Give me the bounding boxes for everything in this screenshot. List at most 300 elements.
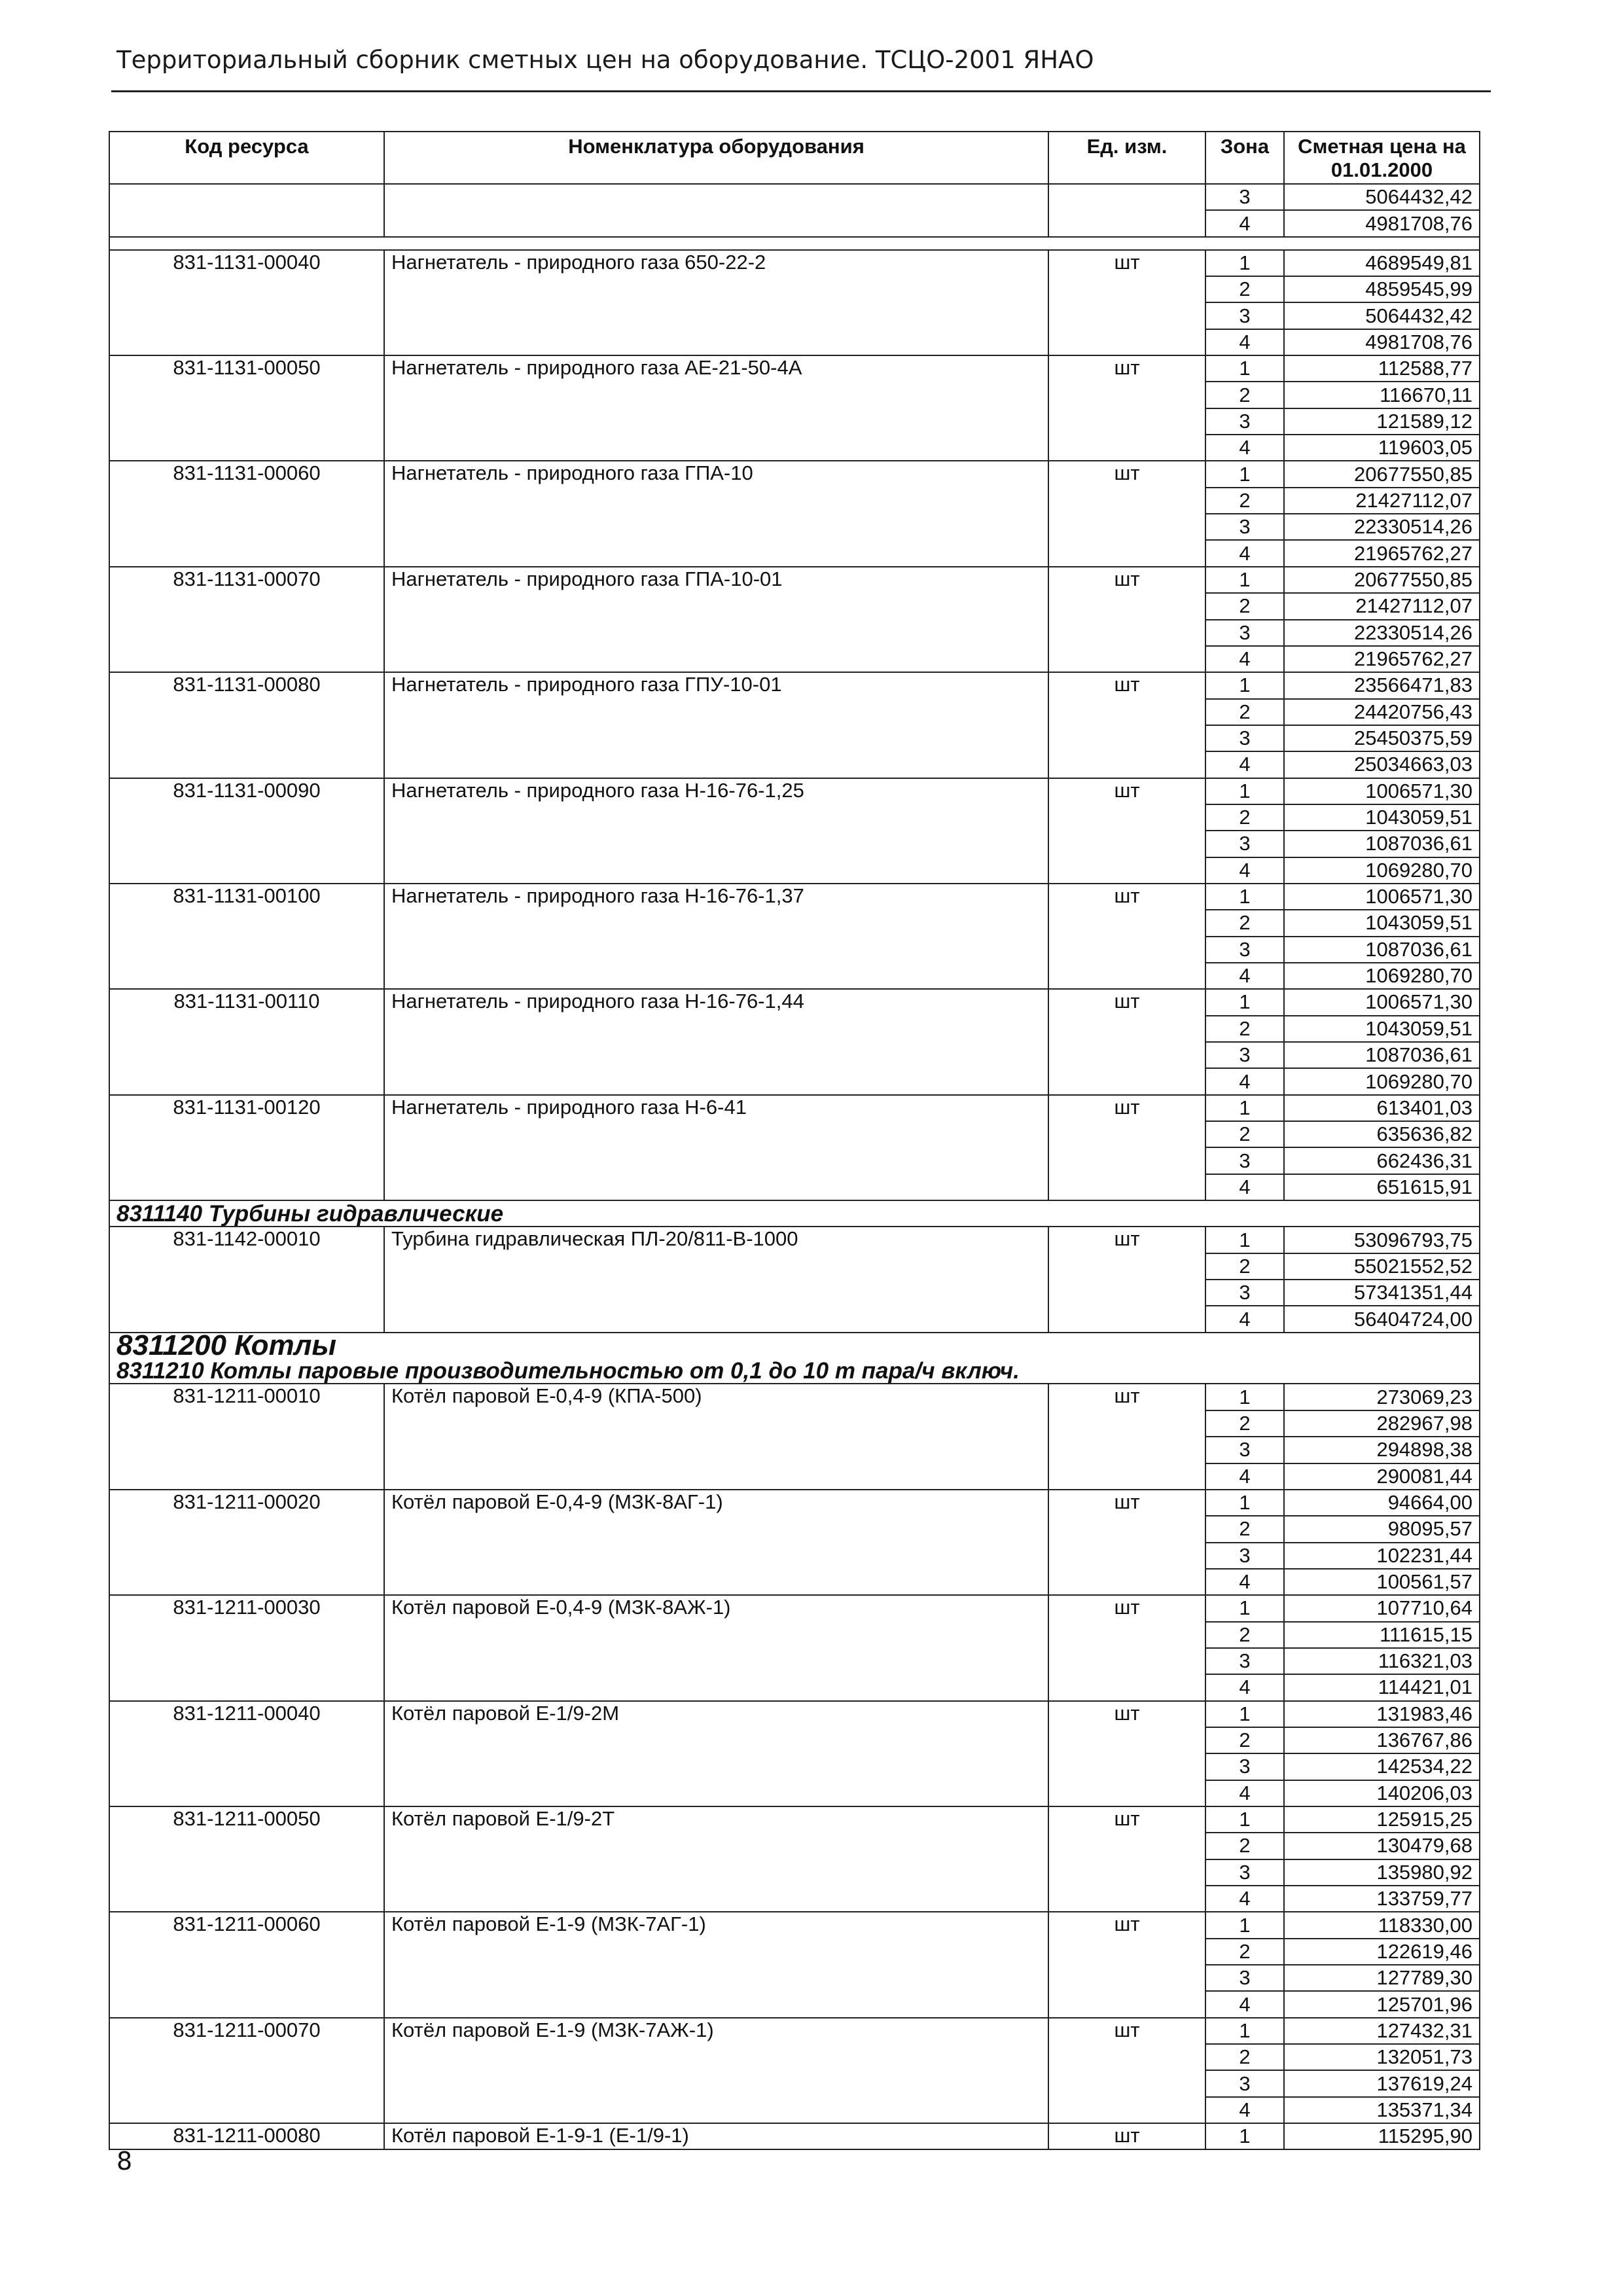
unit-cell xyxy=(1048,1121,1205,1147)
table-row xyxy=(109,488,1480,514)
table-row xyxy=(109,329,1480,355)
unit-cell xyxy=(1048,804,1205,831)
unit-cell xyxy=(1048,2044,1205,2070)
subsection-row xyxy=(109,1200,1480,1227)
unit-cell xyxy=(1048,276,1205,302)
zone-cell: 2 xyxy=(1205,276,1284,302)
resource-code-cell: 831-1131-00040 xyxy=(109,250,384,276)
zone-cell: 3 xyxy=(1205,725,1284,751)
unit-cell xyxy=(1048,646,1205,672)
price-cell: 133759,77 xyxy=(1284,1886,1480,1912)
price-cell: 21427112,07 xyxy=(1284,593,1480,619)
zone-cell: 3 xyxy=(1205,620,1284,646)
resource-code-cell xyxy=(109,184,384,210)
price-cell: 100561,57 xyxy=(1284,1569,1480,1595)
resource-code-cell xyxy=(109,963,384,989)
equipment-name-cell xyxy=(384,1753,1048,1780)
table-row xyxy=(109,1437,1480,1463)
unit-cell xyxy=(1048,210,1205,236)
item-first-row xyxy=(109,1490,1480,1516)
table-row xyxy=(109,276,1480,302)
resource-code-cell xyxy=(109,382,384,408)
price-cell: 23566471,83 xyxy=(1284,672,1480,698)
subsection-heading: 8311140 Турбины гидравлические xyxy=(109,1200,1480,1227)
zone-cell: 1 xyxy=(1205,1227,1284,1253)
zone-cell: 2 xyxy=(1205,699,1284,725)
price-cell: 140206,03 xyxy=(1284,1780,1480,1806)
unit-cell xyxy=(1048,1674,1205,1700)
price-cell: 1087036,61 xyxy=(1284,937,1480,963)
equipment-name-cell xyxy=(384,2097,1048,2123)
item-first-row xyxy=(109,355,1480,382)
zone-cell: 1 xyxy=(1205,250,1284,276)
equipment-name-cell xyxy=(384,2044,1048,2070)
resource-code-cell: 831-1131-00090 xyxy=(109,778,384,804)
unit-cell: шт xyxy=(1048,1490,1205,1516)
equipment-name-cell xyxy=(384,1727,1048,1753)
table-row xyxy=(109,1463,1480,1490)
unit-cell xyxy=(1048,1727,1205,1753)
resource-code-cell xyxy=(109,1859,384,1886)
zone-cell: 1 xyxy=(1205,1595,1284,1621)
equipment-name-cell xyxy=(384,804,1048,831)
resource-code-cell: 831-1211-00040 xyxy=(109,1701,384,1727)
zone-cell: 2 xyxy=(1205,1622,1284,1648)
resource-code-cell xyxy=(109,1016,384,1042)
equipment-name-cell: Нагнетатель - природного газа Н-6-41 xyxy=(384,1095,1048,1121)
equipment-name-cell: Нагнетатель - природного газа АЕ-21-50-4А xyxy=(384,355,1048,382)
zone-cell: 1 xyxy=(1205,461,1284,487)
page-header-title: Территориальный сборник сметных цен на оборудование. ТСЦО-2001 ЯНАО xyxy=(116,46,1094,74)
price-cell: 25450375,59 xyxy=(1284,725,1480,751)
zone-cell: 4 xyxy=(1205,1463,1284,1490)
resource-code-cell xyxy=(109,1253,384,1280)
price-cell: 1043059,51 xyxy=(1284,1016,1480,1042)
price-cell: 1069280,70 xyxy=(1284,963,1480,989)
price-cell: 1087036,61 xyxy=(1284,831,1480,857)
price-cell: 1043059,51 xyxy=(1284,910,1480,936)
equipment-name-cell: Котёл паровой Е-1-9-1 (Е-1/9-1) xyxy=(384,2123,1048,2149)
equipment-name-cell xyxy=(384,1463,1048,1490)
table-row xyxy=(109,1516,1480,1542)
resource-code-cell xyxy=(109,1886,384,1912)
zone-cell: 3 xyxy=(1205,1280,1284,1306)
page-number: 8 xyxy=(116,2147,133,2176)
zone-cell: 4 xyxy=(1205,329,1284,355)
equipment-name-cell xyxy=(384,1516,1048,1542)
price-cell: 116670,11 xyxy=(1284,382,1480,408)
unit-cell xyxy=(1048,1648,1205,1674)
equipment-name-cell xyxy=(384,1780,1048,1806)
price-cell: 613401,03 xyxy=(1284,1095,1480,1121)
resource-code-cell xyxy=(109,1306,384,1332)
resource-code-cell: 831-1211-00080 xyxy=(109,2123,384,2149)
equipment-name-cell: Котёл паровой Е-0,4-9 (МЗК-8АГ-1) xyxy=(384,1490,1048,1516)
subsection-row xyxy=(109,1358,1480,1384)
zone-cell: 3 xyxy=(1205,514,1284,540)
item-first-row xyxy=(109,2123,1480,2149)
resource-code-cell: 831-1131-00070 xyxy=(109,567,384,593)
resource-code-cell xyxy=(109,1569,384,1595)
unit-cell xyxy=(1048,1516,1205,1542)
unit-cell xyxy=(1048,593,1205,619)
table-row xyxy=(109,1727,1480,1753)
equipment-name-cell xyxy=(384,1674,1048,1700)
column-header-code: Код ресурса xyxy=(109,132,384,184)
resource-code-cell xyxy=(109,646,384,672)
zone-cell: 1 xyxy=(1205,884,1284,910)
unit-cell: шт xyxy=(1048,2018,1205,2044)
price-cell: 1006571,30 xyxy=(1284,989,1480,1015)
price-cell: 56404724,00 xyxy=(1284,1306,1480,1332)
price-cell: 119603,05 xyxy=(1284,435,1480,461)
price-cell: 112588,77 xyxy=(1284,355,1480,382)
table-row xyxy=(109,725,1480,751)
unit-cell: шт xyxy=(1048,672,1205,698)
equipment-name-cell xyxy=(384,699,1048,725)
zone-cell: 2 xyxy=(1205,804,1284,831)
equipment-name-cell xyxy=(384,831,1048,857)
equipment-name-cell xyxy=(384,302,1048,329)
equipment-name-cell: Котёл паровой Е-0,4-9 (КПА-500) xyxy=(384,1384,1048,1410)
item-first-row xyxy=(109,1227,1480,1253)
zone-cell: 3 xyxy=(1205,302,1284,329)
table-row xyxy=(109,2070,1480,2096)
resource-code-cell xyxy=(109,1068,384,1094)
table-row xyxy=(109,514,1480,540)
price-cell: 22330514,26 xyxy=(1284,620,1480,646)
unit-cell xyxy=(1048,1280,1205,1306)
zone-cell: 3 xyxy=(1205,1437,1284,1463)
price-cell: 111615,15 xyxy=(1284,1622,1480,1648)
price-cell: 20677550,85 xyxy=(1284,567,1480,593)
resource-code-cell: 831-1142-00010 xyxy=(109,1227,384,1253)
table-row xyxy=(109,184,1480,210)
equipment-name-cell xyxy=(384,751,1048,778)
resource-code-cell xyxy=(109,1965,384,1991)
item-first-row xyxy=(109,778,1480,804)
zone-cell: 1 xyxy=(1205,1701,1284,1727)
unit-cell xyxy=(1048,540,1205,566)
resource-code-cell xyxy=(109,540,384,566)
resource-code-cell xyxy=(109,831,384,857)
item-first-row xyxy=(109,567,1480,593)
resource-code-cell xyxy=(109,514,384,540)
zone-cell: 2 xyxy=(1205,1121,1284,1147)
zone-cell: 1 xyxy=(1205,567,1284,593)
table-row xyxy=(109,593,1480,619)
item-first-row xyxy=(109,989,1480,1015)
unit-cell: шт xyxy=(1048,1701,1205,1727)
resource-code-cell xyxy=(109,1543,384,1569)
resource-code-cell xyxy=(109,1727,384,1753)
zone-cell: 1 xyxy=(1205,1490,1284,1516)
unit-cell xyxy=(1048,1306,1205,1332)
unit-cell xyxy=(1048,963,1205,989)
unit-cell xyxy=(1048,620,1205,646)
table-row xyxy=(109,1965,1480,1991)
equipment-name-cell: Нагнетатель - природного газа ГПУ-10-01 xyxy=(384,672,1048,698)
item-first-row xyxy=(109,1806,1480,1833)
table-row xyxy=(109,1042,1480,1068)
price-cell: 130479,68 xyxy=(1284,1833,1480,1859)
table-row xyxy=(109,382,1480,408)
unit-cell xyxy=(1048,1147,1205,1174)
equipment-name-cell xyxy=(384,1543,1048,1569)
table-row xyxy=(109,1859,1480,1886)
resource-code-cell xyxy=(109,1622,384,1648)
equipment-name-cell xyxy=(384,1939,1048,1965)
column-header-name: Номенклатура оборудования xyxy=(384,132,1048,184)
unit-cell xyxy=(1048,1991,1205,2017)
unit-cell xyxy=(1048,1410,1205,1437)
equipment-name-cell xyxy=(384,1253,1048,1280)
price-cell: 115295,90 xyxy=(1284,2123,1480,2149)
table-row xyxy=(109,1622,1480,1648)
price-cell: 114421,01 xyxy=(1284,1674,1480,1700)
unit-cell xyxy=(1048,831,1205,857)
resource-code-cell xyxy=(109,1516,384,1542)
column-header-price: Сметная цена на 01.01.2000 xyxy=(1284,132,1480,184)
resource-code-cell: 831-1131-00060 xyxy=(109,461,384,487)
equipment-name-cell xyxy=(384,435,1048,461)
equipment-name-cell xyxy=(384,1016,1048,1042)
price-cell: 294898,38 xyxy=(1284,1437,1480,1463)
zone-cell: 3 xyxy=(1205,937,1284,963)
price-cell: 94664,00 xyxy=(1284,1490,1480,1516)
zone-cell: 4 xyxy=(1205,1174,1284,1200)
zone-cell: 3 xyxy=(1205,1147,1284,1174)
equipment-name-cell: Нагнетатель - природного газа 650-22-2 xyxy=(384,250,1048,276)
table-row xyxy=(109,302,1480,329)
equipment-name-cell xyxy=(384,1886,1048,1912)
equipment-name-cell xyxy=(384,408,1048,435)
unit-cell: шт xyxy=(1048,1227,1205,1253)
zone-cell: 2 xyxy=(1205,1516,1284,1542)
table-row xyxy=(109,910,1480,936)
table-row xyxy=(109,1833,1480,1859)
zone-cell: 4 xyxy=(1205,1068,1284,1094)
unit-cell xyxy=(1048,382,1205,408)
unit-cell xyxy=(1048,1016,1205,1042)
equipment-name-cell xyxy=(384,1569,1048,1595)
resource-code-cell: 831-1131-00120 xyxy=(109,1095,384,1121)
equipment-name-cell xyxy=(384,1121,1048,1147)
zone-cell: 4 xyxy=(1205,210,1284,236)
zone-cell: 2 xyxy=(1205,2044,1284,2070)
equipment-name-cell xyxy=(384,857,1048,884)
unit-cell xyxy=(1048,1859,1205,1886)
price-cell: 121589,12 xyxy=(1284,408,1480,435)
unit-cell xyxy=(1048,329,1205,355)
table-row xyxy=(109,2097,1480,2123)
table-row xyxy=(109,1648,1480,1674)
unit-cell: шт xyxy=(1048,1095,1205,1121)
zone-cell: 3 xyxy=(1205,1965,1284,1991)
subsection-heading: 8311210 Котлы паровые производительностью от 0,1 до 10 т пара/ч включ. xyxy=(109,1358,1480,1384)
zone-cell: 4 xyxy=(1205,540,1284,566)
unit-cell xyxy=(1048,184,1205,210)
resource-code-cell: 831-1211-00070 xyxy=(109,2018,384,2044)
unit-cell: шт xyxy=(1048,778,1205,804)
table-row xyxy=(109,857,1480,884)
zone-cell: 2 xyxy=(1205,910,1284,936)
equipment-name-cell xyxy=(384,1068,1048,1094)
equipment-name-cell: Нагнетатель - природного газа ГПА-10-01 xyxy=(384,567,1048,593)
zone-cell: 4 xyxy=(1205,2097,1284,2123)
resource-code-cell xyxy=(109,1042,384,1068)
price-table xyxy=(109,131,1480,2150)
unit-cell xyxy=(1048,2070,1205,2096)
unit-cell xyxy=(1048,1753,1205,1780)
price-cell: 107710,64 xyxy=(1284,1595,1480,1621)
resource-code-cell xyxy=(109,1991,384,2017)
table-row xyxy=(109,435,1480,461)
equipment-name-cell xyxy=(384,1174,1048,1200)
table-row xyxy=(109,408,1480,435)
equipment-name-cell xyxy=(384,382,1048,408)
table-row xyxy=(109,804,1480,831)
resource-code-cell xyxy=(109,2097,384,2123)
zone-cell: 4 xyxy=(1205,751,1284,778)
price-cell: 21965762,27 xyxy=(1284,646,1480,672)
resource-code-cell xyxy=(109,1174,384,1200)
table-row xyxy=(109,1674,1480,1700)
zone-cell: 1 xyxy=(1205,355,1284,382)
table-row xyxy=(109,699,1480,725)
unit-cell xyxy=(1048,1174,1205,1200)
zone-cell: 4 xyxy=(1205,1569,1284,1595)
resource-code-cell: 831-1131-00100 xyxy=(109,884,384,910)
section-heading: 8311200 Котлы xyxy=(109,1333,1480,1358)
equipment-name-cell xyxy=(384,1410,1048,1437)
table-row xyxy=(109,1016,1480,1042)
unit-cell xyxy=(1048,857,1205,884)
resource-code-cell xyxy=(109,1280,384,1306)
resource-code-cell xyxy=(109,593,384,619)
price-cell: 273069,23 xyxy=(1284,1384,1480,1410)
unit-cell xyxy=(1048,302,1205,329)
zone-cell: 2 xyxy=(1205,1410,1284,1437)
unit-cell: шт xyxy=(1048,567,1205,593)
price-cell: 1087036,61 xyxy=(1284,1042,1480,1068)
resource-code-cell: 831-1211-00030 xyxy=(109,1595,384,1621)
price-cell: 125915,25 xyxy=(1284,1806,1480,1833)
item-first-row xyxy=(109,1595,1480,1621)
price-cell: 1069280,70 xyxy=(1284,1068,1480,1094)
table-row xyxy=(109,1147,1480,1174)
column-header-unit: Ед. изм. xyxy=(1048,132,1205,184)
zone-cell: 1 xyxy=(1205,1095,1284,1121)
table-row xyxy=(109,2044,1480,2070)
item-first-row xyxy=(109,1701,1480,1727)
unit-cell xyxy=(1048,1939,1205,1965)
zone-cell: 3 xyxy=(1205,1753,1284,1780)
price-cell: 4981708,76 xyxy=(1284,210,1480,236)
equipment-name-cell xyxy=(384,276,1048,302)
table-row xyxy=(109,1543,1480,1569)
zone-cell: 1 xyxy=(1205,1384,1284,1410)
spacer-row xyxy=(109,237,1480,250)
price-cell: 1069280,70 xyxy=(1284,857,1480,884)
resource-code-cell xyxy=(109,937,384,963)
spacer-cell xyxy=(109,237,1480,250)
unit-cell: шт xyxy=(1048,250,1205,276)
price-cell: 1006571,30 xyxy=(1284,778,1480,804)
equipment-name-cell: Котёл паровой Е-1/9-2М xyxy=(384,1701,1048,1727)
unit-cell xyxy=(1048,1965,1205,1991)
header-divider xyxy=(111,90,1491,92)
equipment-name-cell: Нагнетатель - природного газа Н-16-76-1,37 xyxy=(384,884,1048,910)
price-cell: 662436,31 xyxy=(1284,1147,1480,1174)
unit-cell: шт xyxy=(1048,1912,1205,1938)
equipment-name-cell: Нагнетатель - природного газа ГПА-10 xyxy=(384,461,1048,487)
price-cell: 137619,24 xyxy=(1284,2070,1480,2096)
resource-code-cell xyxy=(109,1753,384,1780)
zone-cell: 2 xyxy=(1205,593,1284,619)
table-row xyxy=(109,1121,1480,1147)
unit-cell: шт xyxy=(1048,461,1205,487)
resource-code-cell xyxy=(109,1121,384,1147)
table-row xyxy=(109,210,1480,236)
resource-code-cell xyxy=(109,302,384,329)
table-header-row xyxy=(109,132,1480,184)
resource-code-cell xyxy=(109,2044,384,2070)
resource-code-cell: 831-1211-00010 xyxy=(109,1384,384,1410)
price-cell: 98095,57 xyxy=(1284,1516,1480,1542)
price-cell: 24420756,43 xyxy=(1284,699,1480,725)
unit-cell xyxy=(1048,1622,1205,1648)
equipment-name-cell xyxy=(384,1648,1048,1674)
table-row xyxy=(109,1068,1480,1094)
item-first-row xyxy=(109,250,1480,276)
resource-code-cell xyxy=(109,1648,384,1674)
price-cell: 127432,31 xyxy=(1284,2018,1480,2044)
resource-code-cell xyxy=(109,2070,384,2096)
zone-cell: 1 xyxy=(1205,778,1284,804)
resource-code-cell: 831-1211-00050 xyxy=(109,1806,384,1833)
section-row xyxy=(109,1333,1480,1358)
zone-cell: 2 xyxy=(1205,1833,1284,1859)
column-header-zone: Зона xyxy=(1205,132,1284,184)
equipment-name-cell xyxy=(384,184,1048,210)
unit-cell xyxy=(1048,1886,1205,1912)
zone-cell: 3 xyxy=(1205,2070,1284,2096)
equipment-name-cell xyxy=(384,540,1048,566)
price-cell: 635636,82 xyxy=(1284,1121,1480,1147)
equipment-name-cell xyxy=(384,488,1048,514)
equipment-name-cell xyxy=(384,329,1048,355)
resource-code-cell xyxy=(109,620,384,646)
equipment-name-cell xyxy=(384,1437,1048,1463)
equipment-name-cell xyxy=(384,1991,1048,2017)
resource-code-cell xyxy=(109,276,384,302)
equipment-name-cell xyxy=(384,593,1048,619)
resource-code-cell xyxy=(109,210,384,236)
equipment-name-cell xyxy=(384,725,1048,751)
zone-cell: 2 xyxy=(1205,1253,1284,1280)
price-cell: 1043059,51 xyxy=(1284,804,1480,831)
resource-code-cell xyxy=(109,408,384,435)
unit-cell xyxy=(1048,1463,1205,1490)
zone-cell: 1 xyxy=(1205,672,1284,698)
price-cell: 651615,91 xyxy=(1284,1174,1480,1200)
equipment-name-cell xyxy=(384,514,1048,540)
equipment-name-cell xyxy=(384,2070,1048,2096)
zone-cell: 2 xyxy=(1205,1939,1284,1965)
resource-code-cell xyxy=(109,1463,384,1490)
table-row xyxy=(109,1753,1480,1780)
